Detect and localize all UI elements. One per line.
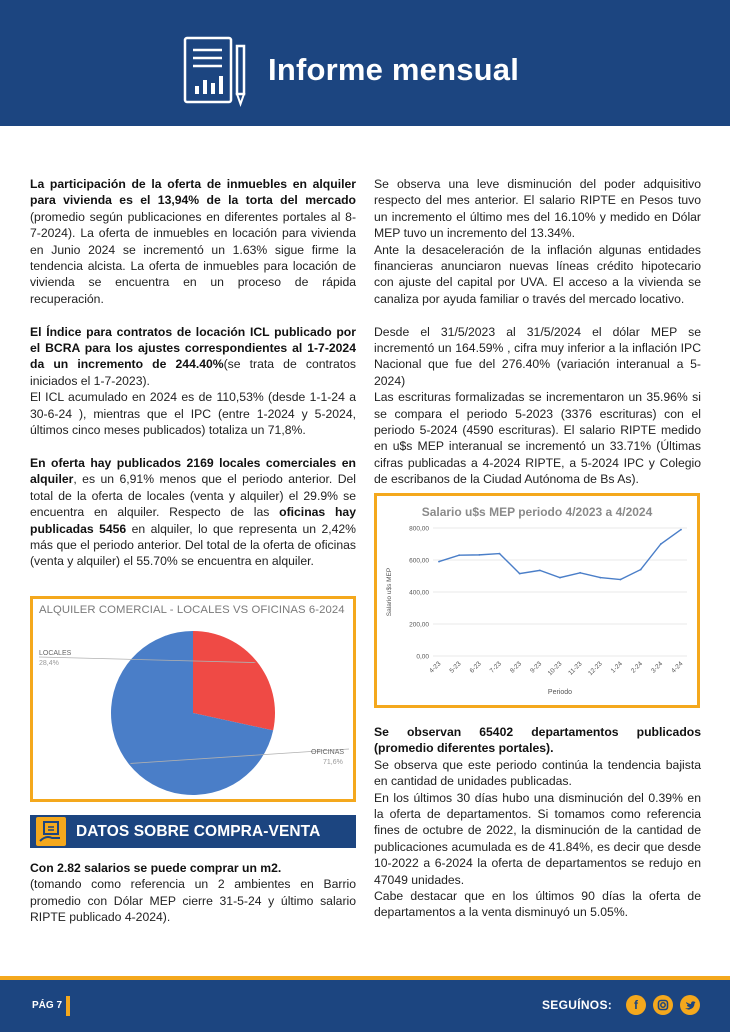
y-tick-label: 400,00 [409,589,429,597]
x-tick-label: 3-24 [650,660,665,675]
x-tick-label: 5-23 [448,660,463,675]
departamentos-block [374,724,701,921]
escrituras-text: Las escrituras formalizadas se incrementaron un 35.96% si se compara el periodo 5-2023 (3376 escrituras) con el periodo 5-2024 (4590 escrituras). El salario RIPTE medido en u$s MEP interanual se incrementó un 33.71% (Últimas cifras publicadas a 4-2024 RIPTE, a 5-2024 IPC y Colegio de escribanos de la Ciudad Autónoma de Bs As). [374,390,701,487]
line-point [559,577,561,579]
x-tick-label: 9-23 [529,660,544,675]
footer [0,980,730,1032]
salarios-reference-text: (tomando como referencia un 2 ambientes en Barrio promedio con Dólar MEP cierre 31-5-24 y último salario RIPTE publicado 4-2024). [30,877,356,925]
line-chart-title: Salario u$s MEP periodo 4/2023 a 4/2024 [421,505,653,519]
x-tick-label: 10-23 [546,660,564,678]
right-column [374,176,701,488]
icl-accumulated-text: El ICL acumulado en 2024 es de 110,53% (desde 1-1-24 a 30-6-24 ), mientras que el IPC (entre 1-2024 y 5-2024, últimos cinco meses publicados) totaliza un 71,8%. [30,390,356,438]
x-tick-label: 6-23 [468,660,483,675]
pie-chart [33,599,353,799]
x-tick-label: 11-23 [567,660,584,677]
line-point [478,554,480,556]
poder-adquisitivo-text: Se observa una leve disminución del poder adquisitivo respecto del mes anterior. El salario RIPTE en Pesos tuvo un incremento el último mes del 16.10% y medido en Dólar MEP tuvo un incremento del 13.34%. [374,177,701,241]
icl-text: (se trata de contratos iniciados el 1-7-2023). [30,357,356,388]
y-tick-label: 800,00 [409,525,429,533]
line-point [640,569,642,571]
page-title: Informe mensual [268,52,520,87]
line-point [579,572,581,574]
line-point [499,553,501,555]
rental-share-text: (promedio según publicaciones en diferentes portales al 8-7-2024). La oferta de inmuebles en locación para vivienda en Junio 2024 se incrementó un 1.63% sigue firme la tendencia alcista. La oferta de inmuebles para locación de vivienda se encuentra en un proceso de rápida recuperación. [30,209,356,306]
line-point [458,554,460,556]
pie-chart-title: ALQUILER COMERCIAL - LOCALES VS OFICINAS 6-2024 [39,604,345,616]
instagram-icon[interactable] [653,995,673,1015]
x-tick-label: 12-23 [587,660,604,678]
pie-label-locales: LOCALES [39,650,72,657]
credito-hipotecario-text: Ante la desaceleración de la inflación algunas entidades financieras anunciaron nuevas líneas crédito hipotecario con ajuste del capital por UVA. El acceso a la vivienda se canaliza por ayuda familiar o través del mercado locativo. [374,242,701,306]
salarios-paragraph [30,860,356,926]
twitter-icon[interactable] [680,995,700,1015]
oficinas-highlight: oficinas hay publicadas 5456 [30,505,356,536]
ultimos-90-text: Cabe destacar que en los últimos 90 días la oferta de departamentos a la venta disminuyó un 5.05%. [374,889,701,920]
left-column [30,176,356,586]
dolar-mep-text: Desde el 31/5/2023 al 31/5/2024 el dólar MEP se incrementó un 164.59% , cifra muy inferior a la inflación IPC Nacional que fue del 276.40% (variación interanual a 5-2024) [374,324,701,388]
page-number: PÁG 7 [32,1000,63,1011]
line-chart-xlabel: Periodo [547,689,573,696]
page-marker [66,996,70,1016]
line-chart [377,496,697,705]
departamentos-count: Se observan 65402 departamentos publicados (promedio diferentes portales). [374,725,701,756]
pie-label-oficinas: OFICINAS [311,749,345,756]
line-point [599,577,601,579]
line-point [438,561,440,563]
line-series [439,530,681,580]
line-chart-ylabel: Salario u$s MEP [386,567,393,617]
pie-value-locales: 28,4% [39,660,59,667]
salarios-highlight: Con 2.82 salarios se puede comprar un m2. [30,861,282,875]
line-point [519,573,521,575]
compra-venta-text-block [30,860,356,926]
x-tick-label: 4-24 [670,660,685,675]
y-tick-label: 0,00 [416,653,429,661]
rental-share-highlight: La participación de la oferta de inmuebles en alquiler para vivienda es el 13,94% de la torta del mercado [30,177,356,208]
pie-slice-locales [193,631,275,730]
x-tick-label: 2-24 [629,660,645,675]
rental-share-paragraph [30,176,356,307]
oficinas-text: en alquiler, lo que representa un 2,42% más que el periodo anterior. Del total de la oferta de oficinas (venta y alquiler) el 55.70% se encuentra en alquiler. [30,521,356,569]
follow-label: SEGUÍNOS: [542,998,613,1012]
line-point [680,529,682,531]
y-tick-label: 200,00 [409,621,429,629]
commercial-paragraph [30,455,356,570]
x-tick-label: 7-23 [488,660,503,675]
line-point [660,543,662,545]
pie-value-oficinas: 71,6% [323,759,343,766]
icl-highlight: El Índice para contratos de locación ICL publicado por el BCRA para los ajustes correspondientes al 1-7-2024 da un incremento de 244.40% [30,324,356,372]
report-chart-icon [182,32,250,108]
x-tick-label: 8-23 [508,660,524,675]
locales-highlight: En oferta hay publicados 2169 locales comerciales en alquiler [30,455,356,487]
icl-paragraph [30,324,356,439]
compra-venta-title: DATOS SOBRE COMPRA-VENTA [76,823,321,840]
facebook-icon[interactable]: f [626,995,646,1015]
pie-chart-panel [30,596,356,802]
line-point [620,579,622,581]
compra-venta-banner [30,815,356,848]
locales-text: , es un 6,91% menos que el periodo anterior. Del total de la oferta de locales (venta y alquiler) el 29.9% se encuentra en alquiler. Respecto de las [30,472,356,520]
departamentos-highlight [374,724,701,757]
page-header [0,0,730,126]
line-chart-panel [374,493,700,708]
line-point [539,570,541,572]
x-tick-label: 1-24 [609,660,624,675]
x-tick-label: 4-23 [428,660,443,675]
disminucion-text: En los últimos 30 días hubo una disminución del 0.39% en la oferta de departamentos. Si tomamos como referencia fines de octubre de 2022, la disminución de la cantidad de publicaciones acumulada es de 41.84%, es decir que desde 10-2022 a 6-2024 la oferta de departamentos se redujo en 47049 unidades. [374,790,701,887]
tendencia-text: Se observa que este periodo continúa la tendencia bajista en cantidad de unidades publicadas. [374,757,701,789]
house-hand-icon [36,817,66,846]
y-tick-label: 600,00 [409,557,429,565]
